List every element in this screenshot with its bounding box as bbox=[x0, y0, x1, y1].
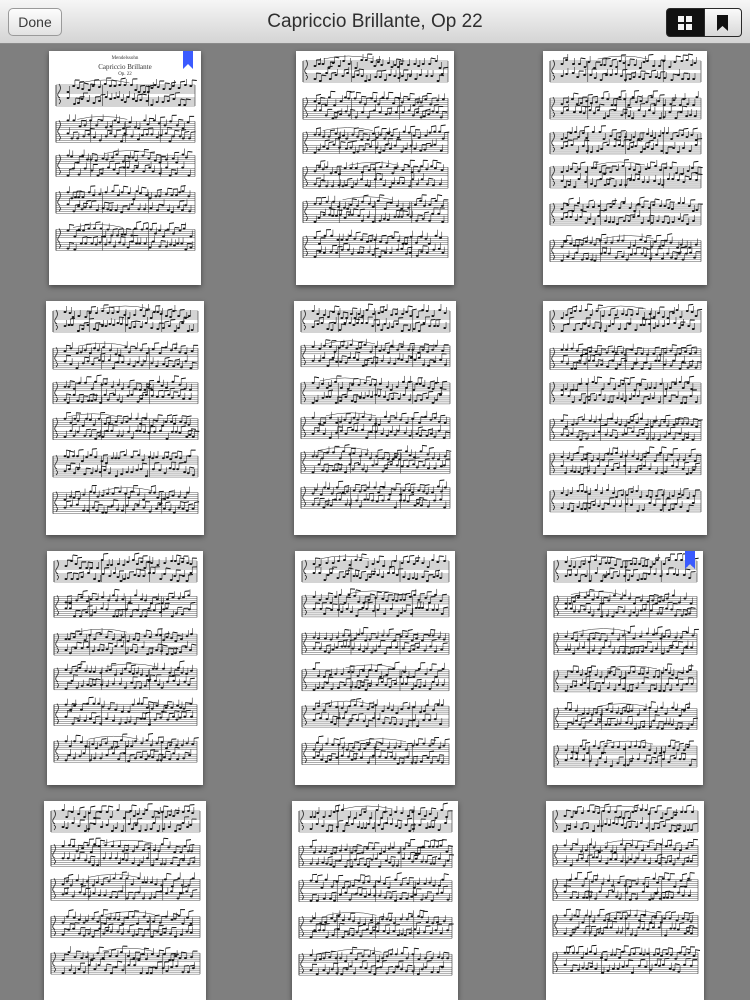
bookmarks-view-button[interactable] bbox=[704, 9, 742, 36]
title-work: Capriccio Brillante bbox=[98, 63, 152, 71]
thumbnails-view-button[interactable] bbox=[667, 9, 704, 36]
page-thumbnail[interactable] bbox=[292, 801, 458, 1000]
page-thumbnail[interactable] bbox=[547, 551, 703, 785]
page-thumbnail[interactable] bbox=[295, 551, 455, 785]
sheet-music bbox=[547, 551, 703, 785]
sheet-music bbox=[295, 551, 455, 785]
title-composer: Mendelssohn bbox=[111, 56, 139, 61]
bookmark-ribbon-icon bbox=[685, 551, 695, 569]
sheet-music bbox=[546, 801, 704, 1000]
sheet-music bbox=[44, 801, 206, 1000]
page-thumbnail[interactable] bbox=[46, 301, 204, 535]
bookmark-icon bbox=[717, 15, 728, 31]
sheet-music bbox=[543, 301, 707, 535]
done-button[interactable]: Done bbox=[8, 8, 62, 36]
page-thumbnail[interactable] bbox=[546, 801, 704, 1000]
sheet-music bbox=[292, 801, 458, 1000]
sheet-music bbox=[47, 551, 203, 785]
page-thumbnail[interactable] bbox=[543, 51, 707, 285]
sheet-music bbox=[296, 51, 454, 285]
page-thumbnail[interactable] bbox=[44, 801, 206, 1000]
page-title-block bbox=[49, 55, 201, 79]
navigation-bar bbox=[0, 0, 750, 44]
sheet-music bbox=[46, 301, 204, 535]
page-thumbnail[interactable] bbox=[296, 51, 454, 285]
sheet-music bbox=[49, 51, 201, 285]
page-thumbnail[interactable] bbox=[543, 301, 707, 535]
page-thumbnail[interactable] bbox=[47, 551, 203, 785]
page-thumbnail[interactable] bbox=[49, 51, 201, 285]
sheet-music bbox=[543, 51, 707, 285]
title-opus: Op. 22 bbox=[118, 72, 132, 77]
bookmark-ribbon-icon bbox=[183, 51, 193, 69]
document-title: Capriccio Brillante, Op 22 bbox=[267, 11, 483, 32]
sheet-music bbox=[294, 301, 456, 535]
view-mode-segmented-control bbox=[666, 8, 742, 37]
page-thumbnail[interactable] bbox=[294, 301, 456, 535]
grid-icon bbox=[678, 16, 692, 30]
